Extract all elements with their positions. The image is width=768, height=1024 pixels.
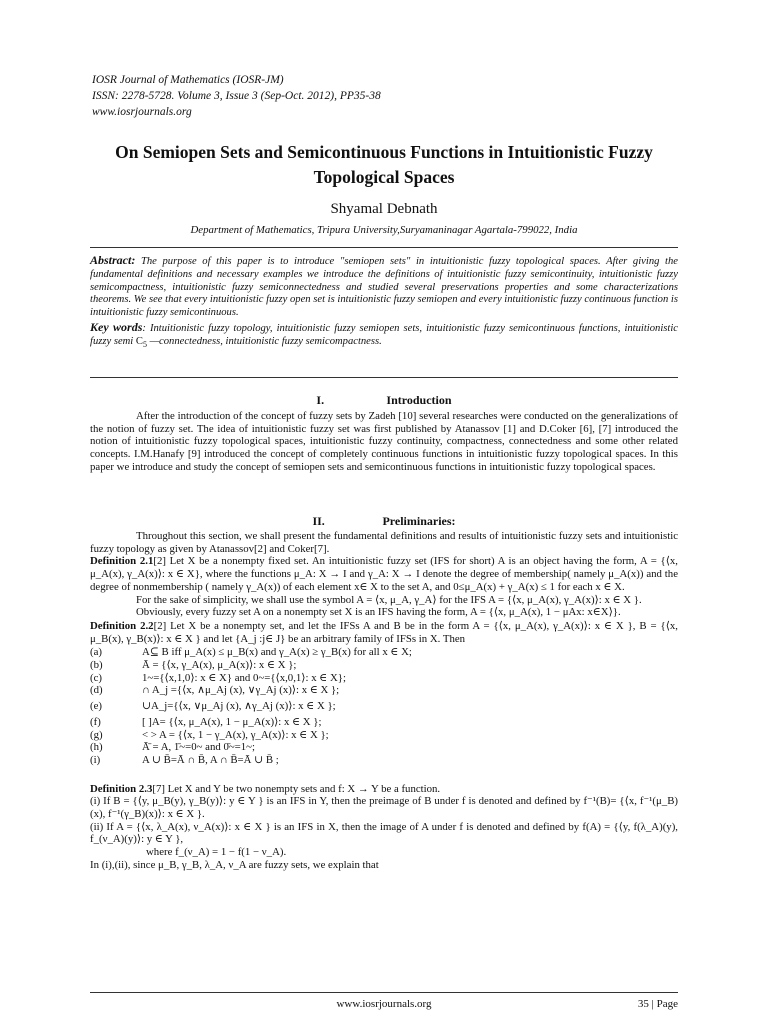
list-item-label: (c) (90, 671, 102, 684)
abstract-label: Abstract: (90, 253, 136, 267)
section-1-number: I. (316, 393, 325, 407)
footer-divider (90, 992, 678, 993)
list-item-label: (g) (90, 728, 103, 741)
paper-title: On Semiopen Sets and Semicontinuous Functions in Intuitionistic Fuzzy Topological Spaces (115, 142, 653, 187)
list-item-label: (a) (90, 646, 102, 659)
list-item-text: 1~={⟨x,1,0⟩: x ∈ X} and 0~={⟨x,0,1⟩: x ∈ X}; (142, 671, 346, 684)
list-item-text: ∪A_j={⟨x, ∨μ_Aj (x), ∧γ_Aj (x)⟩: x ∈ X }; (142, 700, 336, 713)
list-item-label: (f) (90, 715, 101, 728)
list-item (90, 729, 678, 742)
introduction-body (90, 410, 678, 474)
definition-2-2-label: Definition 2.2 (90, 619, 154, 632)
keywords-text-b: —connectedness, intuitionistic fuzzy semicompactness. (146, 335, 382, 347)
definition-2-1 (90, 555, 678, 593)
list-item-label: (i) (90, 753, 101, 766)
abstract-block (90, 254, 678, 352)
definition-2-1-remark: Obviously, every fuzzy set A on a nonempty set X is an IFS having the form, A = {⟨x, μ_A(x), 1 − μAx: x∈X⟩}. (136, 606, 621, 619)
section-2-heading (0, 514, 768, 529)
top-divider (90, 247, 678, 248)
keywords-symbol: C (135, 335, 143, 347)
preliminaries-body (90, 530, 678, 872)
definition-2-3-part-i: (i) If B = {⟨y, μ_B(y), γ_B(y)⟩: y ∈ Y } is an IFS in Y, then the preimage of B under f is denoted and defined by f⁻¹(B)= {⟨x, f⁻¹(μ_B)(x), f⁻¹(γ_B)(x)⟩: x ∈ X }. (90, 795, 678, 821)
list-item-text: A⊆ B iff μ_A(x) ≤ μ_B(x) and γ_A(x) ≥ γ_B(x) for all x ∈ X; (142, 646, 412, 659)
page-number: 35 | Page (637, 998, 678, 1010)
definition-2-1-notation: For the sake of simplicity, we shall use the symbol A = ⟨x, μ_A, γ_A⟩ for the IFS A = {⟨x, μ_A(x), γ_A(x)⟩: x ∈ X }. (136, 593, 642, 606)
keywords-subscript: 5 (142, 339, 147, 349)
footer-url: www.iosrjournals.org (336, 998, 432, 1010)
list-item-text: ∩ A_j ={⟨x, ∧μ_Aj (x), ∨γ_Aj (x)⟩: x ∈ X }; (142, 684, 340, 697)
section-1-heading (0, 393, 768, 408)
definition-2-1-text: [2] Let X be a nonempty fixed set. An intuitionistic fuzzy set (IFS for short) A is an object having the form, A = {⟨x, μ_A(x), γ_A(x)⟩: x ∈ X}, where the functions μ_A: X → I and γ_A: X → I denote the degree of membership( namely μ_A(x)) and the degree of nonmembership ( namely γ_A(x)) of each element x∈ X to the set A, and 0≤μ_A(x) + γ_A(x) ≤ 1 for each x ∈ X. (90, 555, 679, 593)
abstract-divider (90, 377, 678, 378)
section-2-number: II. (312, 514, 325, 528)
list-item-text: < > A = {⟨x, 1 − γ_A(x), γ_A(x)⟩: x ∈ X }; (142, 728, 329, 741)
definition-2-1-label: Definition 2.1 (90, 555, 154, 568)
author-affiliation: Department of Mathematics, Tripura University,Suryamaninagar Agartala-799022, India (190, 224, 578, 236)
list-item (90, 672, 678, 685)
list-item-text: A ∪ B̄=Ā ∩ B̄, A ∩ B̄=Ā ∪ B̄ ; (142, 753, 279, 766)
list-item-label: (b) (90, 659, 103, 672)
list-item (90, 700, 678, 713)
definition-2-3-where: where f_(ν_A) = 1 − f(1 − ν_A). (146, 846, 287, 859)
list-item-label: (h) (90, 741, 103, 754)
list-item-text: Ā̄ = A, 1̄~=0~ and 0̄~=1~; (142, 741, 256, 754)
definition-2-3-text: [7] Let X and Y be two nonempty sets and f: X → Y be a function. (152, 782, 441, 795)
keywords-text-a: : Intuitionistic fuzzy topology, intuitionistic fuzzy semiopen sets, intuitionistic fuzzy semicontinuous functions, intuitionistic fuzzy semi (90, 322, 679, 347)
abstract-text: The purpose of this paper is to introduce "semiopen sets" in intuitionistic fuzzy topological spaces. After giving the fundamental definitions and necessary examples we introduce the definitions of intuitionistic fuzzy semicontinuity, intuitionistic fuzzy semicompactness, intuitionistic fuzzy semiconnectedness and studied several preservations properties and some characterizations theorems. We see that every intuitionistic fuzzy open set is intuitionistic fuzzy semiopen and every intuitionistic fuzzy continuous function is intuitionistic fuzzy semicontinuous. (90, 256, 678, 319)
definition-2-3-label: Definition 2.3 (90, 782, 153, 795)
definition-2-2 (90, 620, 678, 645)
section-2-title: Preliminaries: (382, 514, 456, 528)
author-name: Shyamal Debnath (330, 201, 438, 217)
section-1-title: Introduction (386, 393, 452, 407)
journal-name: IOSR Journal of Mathematics (IOSR-JM) (92, 74, 284, 86)
issn-line: ISSN: 2278-5728. Volume 3, Issue 3 (Sep-Oct. 2012), PP35-38 (92, 90, 381, 102)
definition-2-3 (90, 783, 678, 796)
list-item-label: (e) (90, 700, 102, 713)
introduction-paragraph: After the introduction of the concept of fuzzy sets by Zadeh [10] several researches were conducted on the generalizations of the notion of fuzzy set. The idea of intuitionistic fuzzy set was first published by Atanassov [1] and D.Coker [6], [7] introduced the notion of intuitionistic fuzzy topological spaces, intuitionistic fuzzy continuity, compactness, connectedness and some other related concepts. I.M.Hanafy [9] introduced the concept of completely continuous functions in intuitionistic fuzzy topological spaces. In this paper we introduce and study the concept of semiopen sets and semicontinuous functions in intuitionistic fuzzy topological spaces. (90, 410, 678, 473)
preliminaries-intro: Throughout this section, we shall present the fundamental definitions and results of intuitionistic fuzzy sets and intuitionistic fuzzy topology as given by Atanassov[2] and Coker[7]. (90, 530, 678, 555)
list-item-text: Ā = {⟨x, γ_A(x), μ_A(x)⟩: x ∈ X }; (142, 659, 297, 672)
list-item (90, 754, 678, 767)
definition-2-3-part-ii: (ii) If A = {⟨x, λ_A(x), ν_A(x)⟩: x ∈ X } is an IFS in X, then the image of A under f is denoted and defined by f(A) = {⟨y, f(λ_A)(y), f_(ν_A)(y)⟩: y ∈ Y }, (90, 820, 678, 846)
list-item (90, 741, 678, 754)
list-item (90, 659, 678, 672)
list-item (90, 646, 678, 659)
definition-2-3-closing: In (i),(ii), since μ_B, γ_B, λ_A, ν_A are fuzzy sets, we explain that (90, 858, 379, 871)
list-item (90, 716, 678, 729)
keywords-label: Key words (90, 319, 143, 334)
journal-url: www.iosrjournals.org (92, 106, 192, 118)
list-item-text: [ ]A= {⟨x, μ_A(x), 1 − μ_A(x)⟩: x ∈ X }; (142, 715, 322, 728)
definition-2-2-text: [2] Let X be a nonempty set, and let the IFSs A and B be in the form A = {⟨x, μ_A(x), γ_A(x)⟩: x ∈ X }, B = {⟨x, μ_B(x), γ_B(x)⟩: x ∈ X } and let {A_j :j∈ J} be an arbitrary family of IFSs in X. Then (90, 619, 678, 645)
list-item-label: (d) (90, 684, 103, 697)
list-item (90, 684, 678, 697)
